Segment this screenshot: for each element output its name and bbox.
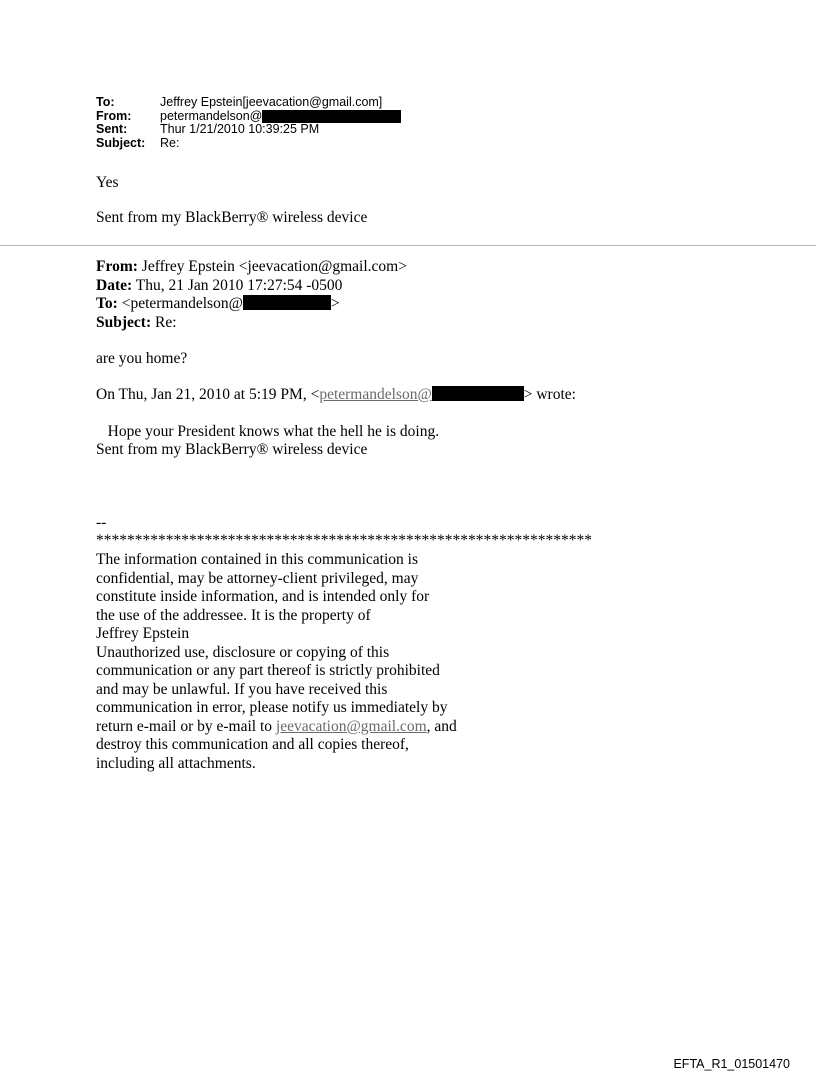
disclaimer-line: and may be unlawful. If you have received this [96, 680, 388, 698]
quoted-to-line [96, 295, 340, 313]
sender-email-link[interactable]: petermandelson@ [319, 386, 432, 403]
sent-value: Thur 1/21/2010 10:39:25 PM [160, 122, 320, 136]
quoted-date-value: Thu, 21 Jan 2010 17:27:54 -0500 [135, 276, 343, 294]
quoted-from-label: From: [96, 258, 138, 275]
separator: -- [96, 514, 107, 531]
quoted-body: are you home? [96, 350, 188, 367]
quoted-attribution-line [96, 386, 576, 404]
redaction-bar [243, 295, 331, 310]
stars-line: **************************************************************** [96, 532, 592, 549]
quoted-subject-line [96, 314, 177, 332]
quoted-from-value: Jeffrey Epstein <jeevacation@gmail.com> [141, 258, 407, 275]
header-sent-row [96, 123, 696, 137]
header-subject-row [96, 137, 696, 151]
disclaimer-line: including all attachments. [96, 754, 256, 772]
quoted-subject-label: Subject: [96, 313, 152, 331]
disclaimer-line: destroy this communication and all copies thereof, [96, 736, 409, 753]
to-label: To: [96, 95, 115, 109]
attribution-prefix: On Thu, Jan 21, 2010 at 5:19 PM, < [96, 386, 320, 403]
reply-signature: Sent from my BlackBerry® wireless device [96, 209, 368, 226]
quoted-date-line [96, 277, 342, 295]
reply-body: Yes [96, 174, 119, 191]
sent-label: Sent: [96, 122, 128, 136]
email-header [96, 96, 696, 150]
quoted-to-suffix: > [330, 295, 340, 312]
disclaimer-line: constitute inside information, and is intended only for [96, 588, 430, 605]
disclaimer-line: The information contained in this communication is [96, 551, 418, 568]
disclaimer-line: Unauthorized use, disclosure or copying of this [96, 643, 390, 661]
from-value: petermandelson@ [160, 108, 263, 123]
inner-body [96, 423, 439, 441]
quoted-date-label: Date: [96, 276, 133, 294]
disclaimer-line: communication in error, please notify us immediately by [96, 699, 448, 716]
document-id: EFTA_R1_01501470 [673, 1057, 790, 1071]
to-value: Jeffrey Epstein[jeevacation@gmail.com] [160, 95, 383, 109]
quoted-to-value: <petermandelson@ [121, 295, 243, 312]
subject-value: Re: [160, 135, 180, 150]
return-prefix: return e-mail or by e-mail to [96, 717, 276, 735]
attribution-suffix: > wrote: [523, 386, 576, 403]
disclaimer-line: confidential, may be attorney-client privileged, may [96, 569, 419, 587]
redaction-bar [432, 386, 524, 401]
disclaimer-return-line [96, 718, 457, 736]
subject-label: Subject: [96, 135, 146, 150]
divider-line [0, 245, 816, 246]
disclaimer-line: communication or any part thereof is strictly prohibited [96, 662, 440, 679]
disclaimer-line: the use of the addressee. It is the property of [96, 606, 371, 624]
inner-body-text: Hope your President knows what the hell he is doing. [107, 423, 440, 440]
contact-email-link[interactable]: jeevacation@gmail.com [275, 717, 427, 735]
quoted-subject-value: Re: [154, 313, 177, 331]
inner-signature: Sent from my BlackBerry® wireless device [96, 441, 368, 458]
header-to-row [96, 96, 696, 110]
quoted-to-label: To: [96, 295, 118, 312]
quoted-from-line [96, 258, 407, 276]
header-from-row [96, 110, 696, 124]
disclaimer-line: Jeffrey Epstein [96, 625, 190, 642]
return-suffix: , and [426, 717, 457, 735]
from-label: From: [96, 108, 132, 123]
redaction-bar [262, 110, 401, 123]
